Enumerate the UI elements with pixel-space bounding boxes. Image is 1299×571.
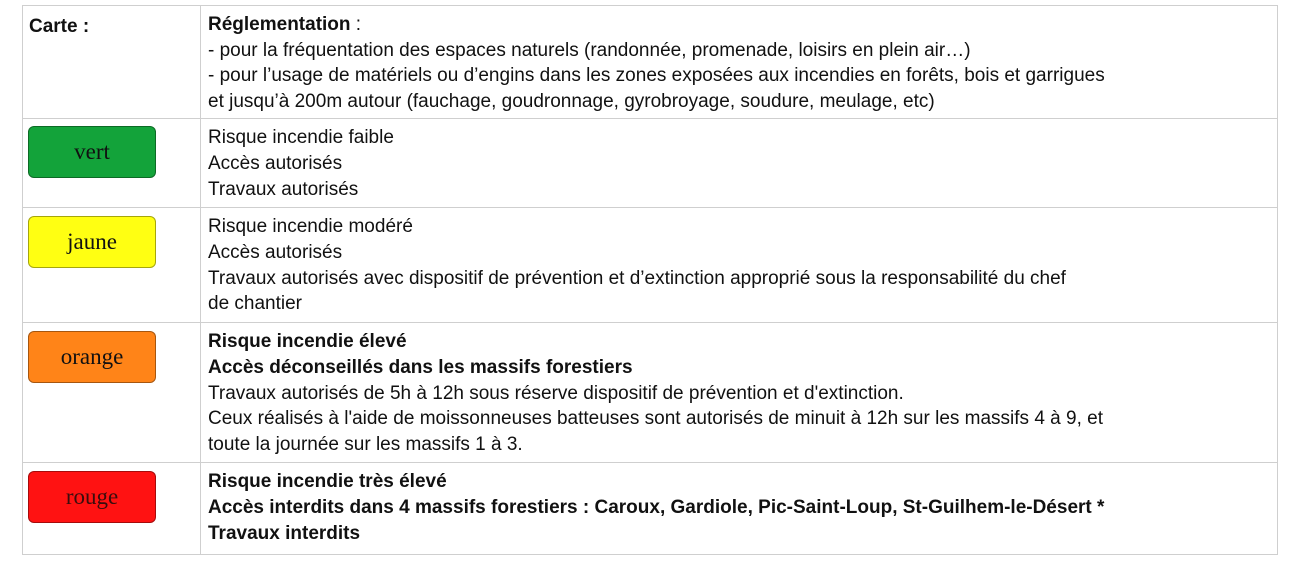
card-badge-orange: orange	[28, 331, 156, 383]
card-header-label: Carte :	[29, 16, 90, 37]
card-cell-vert	[23, 119, 201, 208]
card-cell-rouge	[23, 463, 201, 555]
access-text-orange: Accès déconseillés dans les massifs forestiers	[208, 356, 633, 378]
risk-text-vert: Risque incendie faible	[208, 127, 394, 149]
access-text-vert: Accès autorisés	[208, 152, 343, 174]
rule-cell-vert	[201, 119, 1278, 208]
card-badge-rouge: rouge	[28, 471, 156, 523]
table-header-row	[23, 6, 1278, 119]
table-row-rouge	[23, 463, 1278, 555]
works-text-orange: Travaux autorisés de 5h à 12h sous réserve dispositif de prévention et d'extinction.	[208, 382, 904, 404]
rule-text-jaune	[201, 208, 1277, 320]
rule-cell-rouge	[201, 463, 1278, 555]
table-row-vert	[23, 119, 1278, 208]
rule-cell-jaune	[201, 208, 1278, 323]
risk-text-jaune: Risque incendie modéré	[208, 216, 413, 238]
harvest-text-orange-2: toute la journée sur les massifs 1 à 3.	[208, 433, 523, 455]
risk-text-orange: Risque incendie élevé	[208, 331, 407, 353]
regulation-line-3: et jusqu’à 200m autour (fauchage, goudronnage, gyrobroyage, soudure, meulage, etc)	[208, 90, 935, 112]
risk-text-rouge: Risque incendie très élevé	[208, 471, 447, 493]
access-text-jaune: Accès autorisés	[208, 241, 343, 263]
regulation-header-cell	[201, 6, 1278, 119]
rule-text-rouge	[201, 463, 1277, 550]
regulation-title-line	[208, 12, 1269, 38]
card-cell-orange	[23, 323, 201, 463]
works-text-jaune-2: de chantier	[208, 293, 303, 315]
card-header-cell	[23, 6, 201, 119]
card-badge-vert: vert	[28, 126, 156, 178]
regulation-line-2: - pour l’usage de matériels ou d’engins dans les zones exposées aux incendies en forêts, bois et garrigues	[208, 65, 1105, 87]
rule-text-orange	[201, 323, 1277, 461]
regulation-title: Réglementation	[208, 14, 351, 35]
regulation-colon: :	[350, 14, 362, 35]
regulation-line-1: - pour la fréquentation des espaces naturels (randonnée, promenade, loisirs en plein air…)	[208, 39, 971, 61]
fire-risk-table	[22, 5, 1278, 555]
works-text-vert: Travaux autorisés	[208, 178, 359, 200]
card-badge-jaune: jaune	[28, 216, 156, 268]
rule-text-vert	[201, 119, 1277, 206]
table-row-orange	[23, 323, 1278, 463]
regulation-header-text	[201, 6, 1277, 118]
works-text-jaune-1: Travaux autorisés avec dispositif de prévention et d’extinction approprié sous la responsabilité du chef	[208, 267, 1066, 289]
table-row-jaune	[23, 208, 1278, 323]
harvest-text-orange-1: Ceux réalisés à l'aide de moissonneuses batteuses sont autorisés de minuit à 12h sur les massifs 4 à 9, et	[208, 408, 1103, 430]
access-text-rouge: Accès interdits dans 4 massifs forestiers : Caroux, Gardiole, Pic-Saint-Loup, St-Guilhem-le-Désert *	[208, 496, 1105, 518]
card-cell-jaune	[23, 208, 201, 323]
rule-cell-orange	[201, 323, 1278, 463]
works-text-rouge: Travaux interdits	[208, 522, 361, 544]
